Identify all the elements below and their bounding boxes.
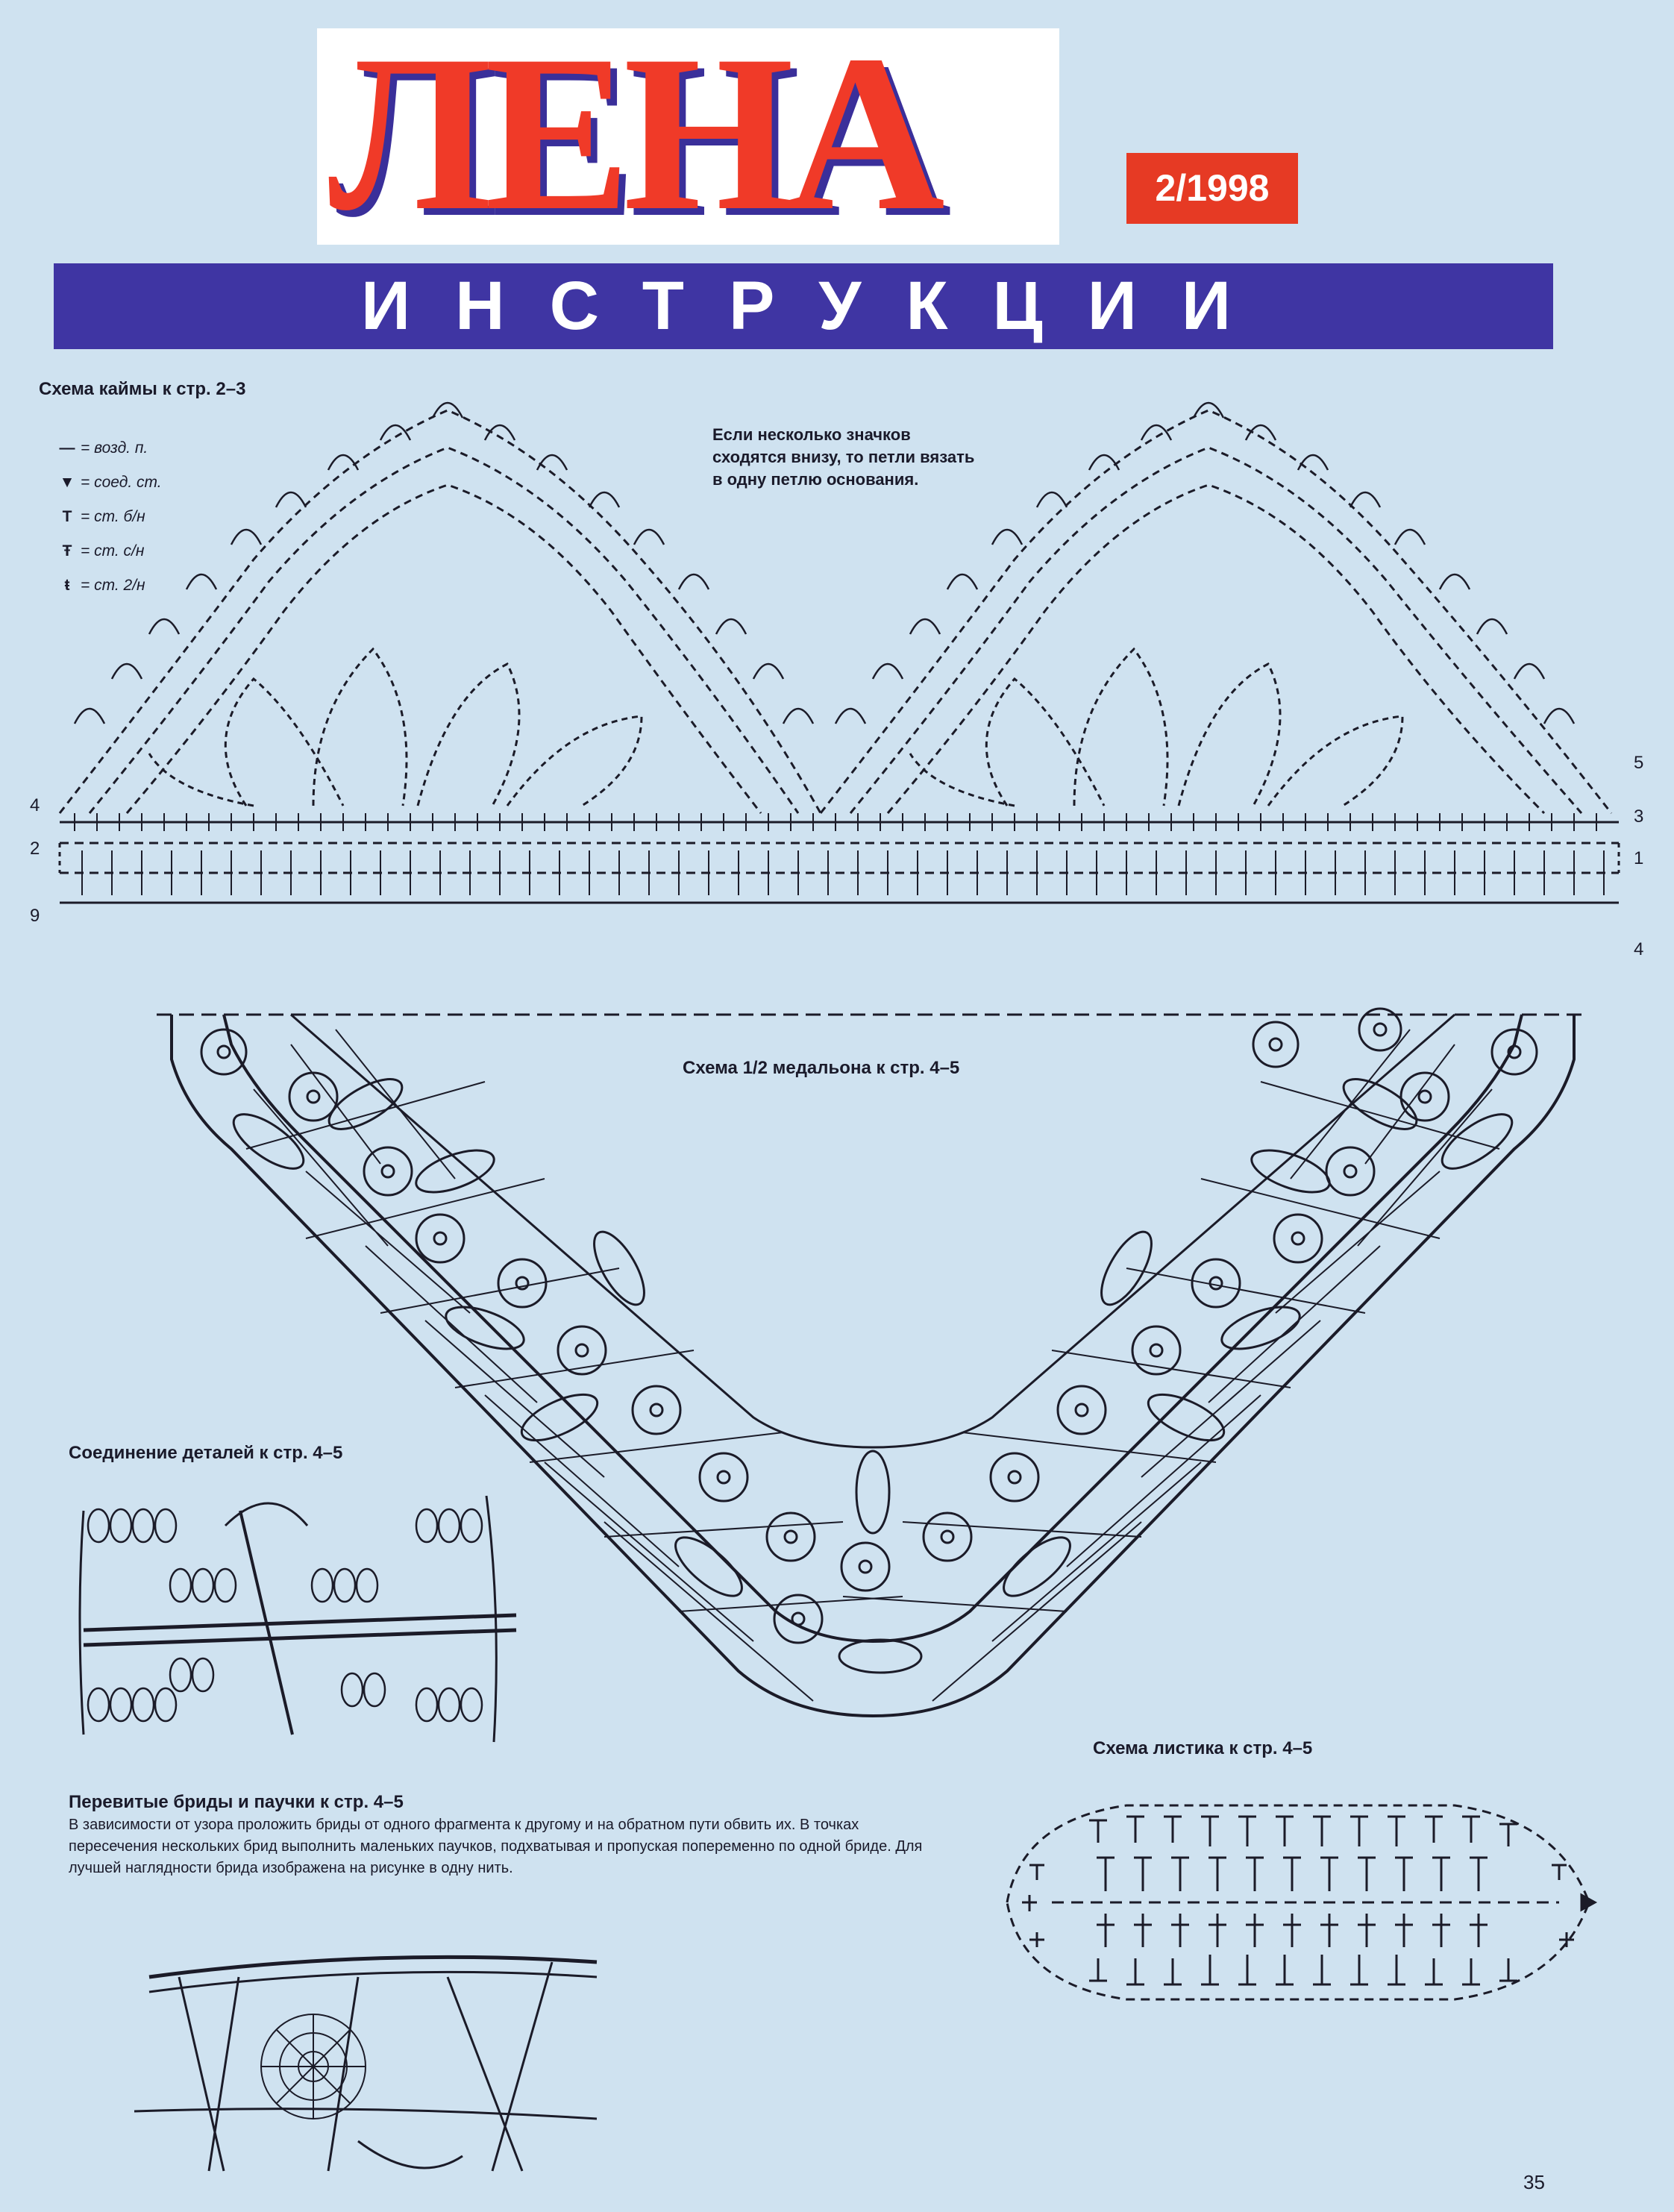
- legend-label: = возд. п.: [81, 439, 148, 457]
- edging-note: Если несколько значков сходятся внизу, то петли вязать в одну петлю основания.: [712, 425, 975, 489]
- bars-instructions: В зависимости от узора проложить бриды от одного фрагмента к другому и на обратном пути обвить их. В точках пересечения нескольких брид выполнить маленьких паучков, подхватывая и пропуская попеременно по одной бриде. Для лучшей наглядности брида изображена на рисунке в одну нить.: [69, 1817, 923, 1876]
- bars-caption: Перевитые бриды и паучки к стр. 4–5: [69, 1792, 404, 1812]
- row-number: 4: [1634, 939, 1644, 959]
- fan-motif-left: [149, 649, 642, 806]
- row-number: 3: [1634, 806, 1644, 827]
- single-crochet-icon: T: [62, 508, 72, 525]
- legend-label: = ст. 2/н: [81, 577, 145, 594]
- row-number: 1: [1634, 848, 1644, 868]
- row-number: 5: [1634, 753, 1644, 773]
- leaf-diagram: [977, 1776, 1619, 2022]
- spider-motif: [261, 2014, 366, 2119]
- page-number: 35: [1523, 2171, 1545, 2193]
- legend-label: = соед. ст.: [81, 474, 162, 491]
- arch-right: [821, 410, 1611, 813]
- issue-badge: 2/1998: [1126, 153, 1298, 224]
- row-number: 9: [30, 906, 40, 926]
- magazine-logo: ЛЕНА: [328, 9, 938, 257]
- medallion-caption: Схема 1/2 медальона к стр. 4–5: [683, 1058, 960, 1078]
- slip-stitch-icon: ▼: [59, 474, 75, 491]
- stitch-symbols: [1022, 1817, 1595, 1984]
- joining-diagram: [69, 1481, 539, 1757]
- crochet-loops: [88, 1509, 482, 1721]
- fan-motif-right: [910, 649, 1402, 806]
- bars-diagram: [134, 1932, 612, 2186]
- arch-left: [60, 410, 821, 813]
- legend-label: = ст. б/н: [81, 508, 145, 525]
- picot-row: [75, 403, 1574, 724]
- chain-stitch-icon: —: [59, 439, 75, 457]
- double-crochet-icon: Ŧ: [62, 542, 72, 560]
- treble-crochet-icon: ŧ: [64, 577, 70, 594]
- foundation-rows: [60, 822, 1619, 903]
- row-number: 2: [30, 839, 40, 859]
- legend-label: = ст. с/н: [81, 542, 145, 560]
- section-title: ИНСТРУКЦИИ: [361, 268, 1276, 344]
- leaf-caption: Схема листика к стр. 4–5: [1093, 1738, 1313, 1758]
- edging-caption: Схема каймы к стр. 2–3: [39, 379, 246, 399]
- edging-diagram: [30, 366, 1656, 977]
- row-number: 4: [30, 795, 40, 815]
- joining-caption: Соединение деталей к стр. 4–5: [69, 1443, 343, 1463]
- stitch-ticks: [75, 813, 1604, 895]
